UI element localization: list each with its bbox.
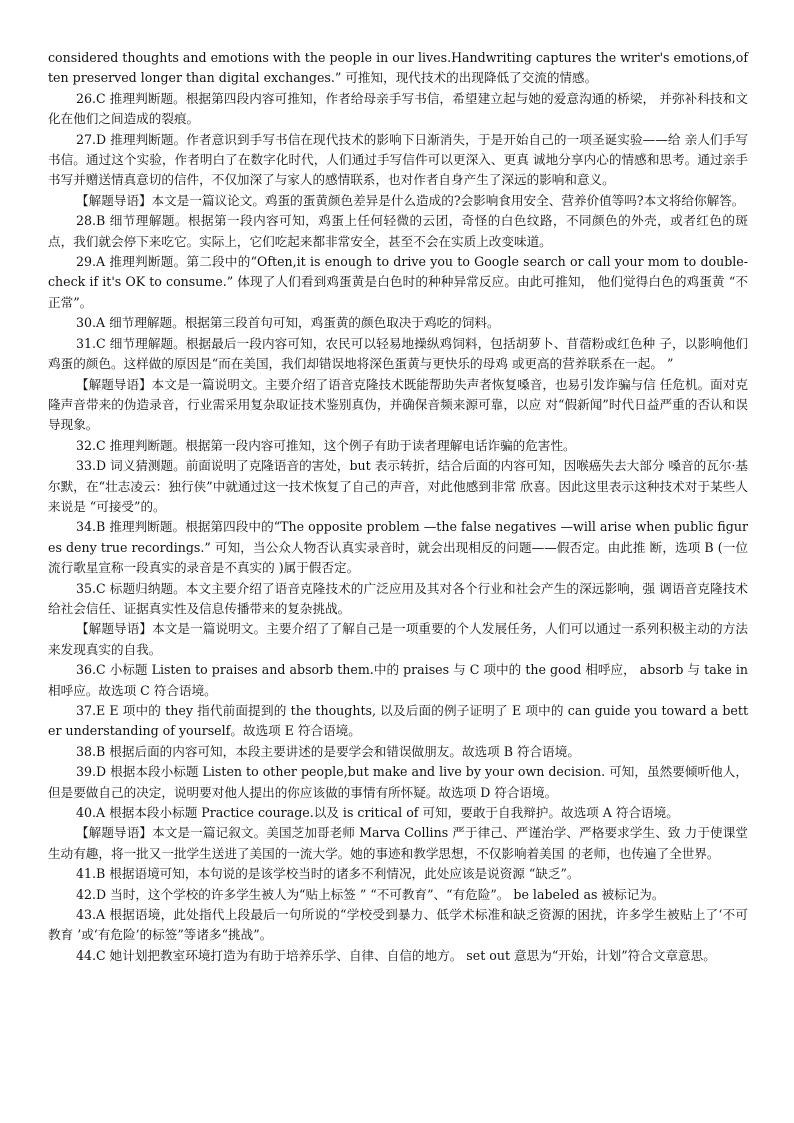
answer-42: 42.D 当时，这个学校的许多学生被人为“贴上标签 ” “不可教育”、“有危险”。 be labeled as 被标记为。 (76, 886, 665, 902)
answer-33: 33.D 词义猜测题。前面说明了克隆语音的害处，but 表示转折，结合后面的内容可知，因喉癌失去大部分 嗓音的瓦尔·基尔默，在“壮志凌云：独行侠”中就通过这一技术恢复了自己的声音，对此他感到非常 欣喜。因此这里表示这种技术对于某些人来说是 “可接受”的。 (48, 458, 748, 514)
answer-27: 27.D 推理判断题。作者意识到手写书信在现代技术的影响下日渐消失，于是开始自己的一项圣诞实验——给 亲人们手写书信。通过这个实验，作者明白了在数字化时代，人们通过手写信件可以更深入、更真 诚地分享内心的情感和思考。通过亲手书写并赠送情真意切的信件，不仅加深了与家人的感情联系，也对作者自身产生了深远的影响和意义。 (48, 131, 748, 188)
answer-36: 36.C 小标题 Listen to praises and absorb them.中的 praises 与 C 项中的 the good 相呼应， absorb 与 take in 相呼应。故选项 C 符合语境。 (48, 662, 748, 698)
answer-document (48, 48, 748, 966)
answer-40: 40.A 根据本段小标题 Practice courage.以及 is critical of 可知，要敢于自我辩护。故选项 A 符合语境。 (76, 805, 679, 821)
answer-26: 26.C 推理判断题。根据第四段内容可推知，作者给母亲手写书信，希望建立起与她的爱意沟通的桥梁， 并弥补科技和文化在他们之间造成的裂痕。 (48, 90, 748, 127)
answer-44: 44.C 她计划把教室环境打造为有助于培养乐学、自律、自信的地方。 set out 意思为“开始，计划”符合文章意思。 (76, 947, 716, 963)
paragraph-continuation: considered thoughts and emotions with the people in our lives.Handwriting captures the writer's emotions,often preserved longer than digital exchanges.” 可推知，现代技术的出现降低了交流的情感。 (48, 50, 748, 86)
guide-passage-egg: 【解题导语】本文是一篇议论文。鸡蛋的蛋黄颜色差异是什么造成的?会影响食用安全、营养价值等吗?本文将给你解答。 (76, 192, 745, 208)
answer-35: 35.C 标题归纳题。本文主要介绍了语音克隆技术的广泛应用及其对各个行业和社会产生的深远影响，强 调语音克隆技术给社会信任、证据真实性及信息传播带来的复杂挑战。 (48, 580, 748, 616)
answer-28: 28.B 细节理解题。根据第一段内容可知，鸡蛋上任何轻微的云团，奇怪的白色纹路，不同颜色的外壳，或者红色的斑点，我们就会停下来吃它。实际上，它们吃起来都非常安全，甚至不会在实质上改变味道。 (48, 213, 748, 249)
answer-38: 38.B 根据后面的内容可知，本段主要讲述的是要学会和错误做朋友。故选项 B 符合语境。 (76, 743, 580, 759)
answer-30: 30.A 细节理解题。根据第三段首句可知，鸡蛋黄的颜色取决于鸡吃的饲料。 (76, 315, 500, 331)
answer-41: 41.B 根据语境可知，本句说的是该学校当时的诸多不利情况，此处应该是说资源 “缺乏”。 (76, 866, 580, 882)
answer-39: 39.D 根据本段小标题 Listen to other people,but make and live by your own decision. 可知，虽然要倾听他人，但是要做自己的决定，说明要对他人提出的你应该做的事情有所怀疑。故选项 D 符合语境。 (48, 764, 748, 800)
guide-passage-voice-clone: 【解题导语】本文是一篇说明文。主要介绍了语音克隆技术既能帮助失声者恢复嗓音，也易引发诈骗与信 任危机。面对克隆声音带来的伪造录音，行业需采用复杂取证技术鉴别真伪，并确保音频来源可靠，以应 对“假新闻”时代日益严重的否认和误导现象。 (48, 376, 748, 433)
answer-31: 31.C 细节理解题。根据最后一段内容可知，农民可以轻易地操纵鸡饲料，包括胡萝卜、苜蓿粉或红色种 子，以影响他们鸡蛋的颜色。这样做的原因是“而在美国，我们却错误地将深色蛋黄与更快乐的母鸡 或更高的营养联系在一起。 ” (48, 335, 748, 372)
answer-29: 29.A 推理判断题。第二段中的“Often,it is enough to drive you to Google search or call your mom to double-check if it's OK to consume.” 体现了人们看到鸡蛋黄是白色时的种种异常反应。由此可推知， 他们觉得白色的鸡蛋黄 “不正常”。 (48, 254, 748, 310)
answer-43: 43.A 根据语境，此处指代上段最后一句所说的“学校受到暴力、低学术标准和缺乏资源的困扰，许多学生被贴上了‘不可教育 ’或‘有危险’的标签”等诸多“挑战”。 (48, 907, 748, 943)
answer-37: 37.E E 项中的 they 指代前面提到的 the thoughts, 以及后面的例子证明了 E 项中的 can guide you toward a better understanding of yourself。故选项 E 符合语境。 (48, 703, 748, 739)
guide-passage-self: 【解题导语】本文是一篇说明文。主要介绍了了解自己是一项重要的个人发展任务，人们可以通过一系列积极主动的方法来发现真实的自我。 (48, 621, 748, 657)
guide-passage-collins: 【解题导语】本文是一篇记叙文。美国芝加哥老师 Marva Collins 严于律己、严谨治学、严格要求学生、致 力于使课堂生动有趣，将一批又一批学生送进了美国的一流大学。她的事迹和教学思想，不仅影响着美国 的老师，也传遍了全世界。 (48, 825, 748, 861)
answer-32: 32.C 推理判断题。根据第一段内容可推知，这个例子有助于读者理解电话诈骗的危害性。 (76, 437, 576, 453)
answer-34: 34.B 推理判断题。根据第四段中的“The opposite problem —the false negatives —will arise when public figures deny true recordings.” 可知，当公众人物否认真实录音时，就会出现相反的问题——假否定。由此推 断，选项 B (一位流行歌星宣称一段真实的录音是不真实的 )属于假否定。 (48, 519, 748, 576)
